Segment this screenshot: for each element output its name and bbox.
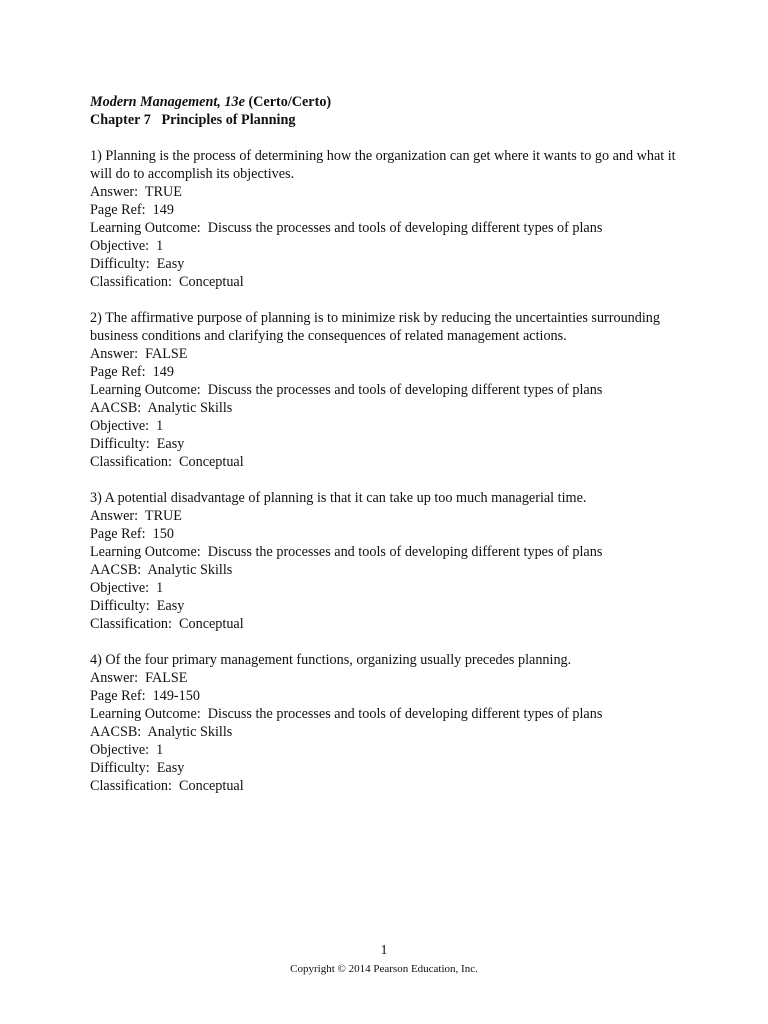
book-authors: (Certo/Certo) [248, 94, 332, 110]
page-footer [0, 943, 768, 976]
learning-outcome: Learning Outcome: Discuss the processes and tools of developing different types of plans [90, 544, 603, 560]
question-text: 4) Of the four primary management functions, organizing usually precedes planning. [90, 652, 572, 668]
copyright-notice: Copyright © 2014 Pearson Education, Inc. [290, 963, 478, 975]
question-text: 2) The affirmative purpose of planning is to minimize risk by reducing the uncertainties surrounding business conditions and clarifying the consequences of related management actions. [90, 310, 660, 344]
page-ref: Page Ref: 149-150 [90, 688, 200, 704]
book-title: Modern Management, 13e [90, 94, 245, 110]
learning-outcome: Learning Outcome: Discuss the processes and tools of developing different types of plans [90, 220, 603, 236]
answer: Answer: TRUE [90, 508, 182, 524]
answer: Answer: FALSE [90, 346, 188, 362]
classification: Classification: Conceptual [90, 454, 244, 470]
objective: Objective: 1 [90, 238, 164, 254]
page-ref: Page Ref: 149 [90, 202, 174, 218]
page-ref: Page Ref: 150 [90, 526, 174, 542]
aacsb: AACSB: Analytic Skills [90, 724, 233, 740]
page-number: 1 [380, 943, 388, 958]
difficulty: Difficulty: Easy [90, 436, 185, 452]
question-1 [90, 147, 690, 291]
question-3 [90, 489, 690, 633]
classification: Classification: Conceptual [90, 778, 244, 794]
objective: Objective: 1 [90, 580, 164, 596]
book-header [90, 93, 690, 111]
difficulty: Difficulty: Easy [90, 760, 185, 776]
classification: Classification: Conceptual [90, 616, 244, 632]
chapter-title: Chapter 7 Principles of Planning [90, 112, 296, 128]
objective: Objective: 1 [90, 742, 164, 758]
objective: Objective: 1 [90, 418, 164, 434]
question-text: 3) A potential disadvantage of planning is that it can take up too much managerial time. [90, 490, 587, 506]
page-ref: Page Ref: 149 [90, 364, 174, 380]
question-text: 1) Planning is the process of determining how the organization can get where it wants to go and what it will do to accomplish its objectives. [90, 148, 676, 182]
difficulty: Difficulty: Easy [90, 598, 185, 614]
answer: Answer: FALSE [90, 670, 188, 686]
question-2 [90, 309, 690, 471]
document-page [90, 93, 690, 813]
answer: Answer: TRUE [90, 184, 182, 200]
classification: Classification: Conceptual [90, 274, 244, 290]
difficulty: Difficulty: Easy [90, 256, 185, 272]
aacsb: AACSB: Analytic Skills [90, 562, 233, 578]
aacsb: AACSB: Analytic Skills [90, 400, 233, 416]
header-spacer [90, 129, 690, 147]
question-4 [90, 651, 690, 795]
learning-outcome: Learning Outcome: Discuss the processes and tools of developing different types of plans [90, 706, 603, 722]
learning-outcome: Learning Outcome: Discuss the processes and tools of developing different types of plans [90, 382, 603, 398]
